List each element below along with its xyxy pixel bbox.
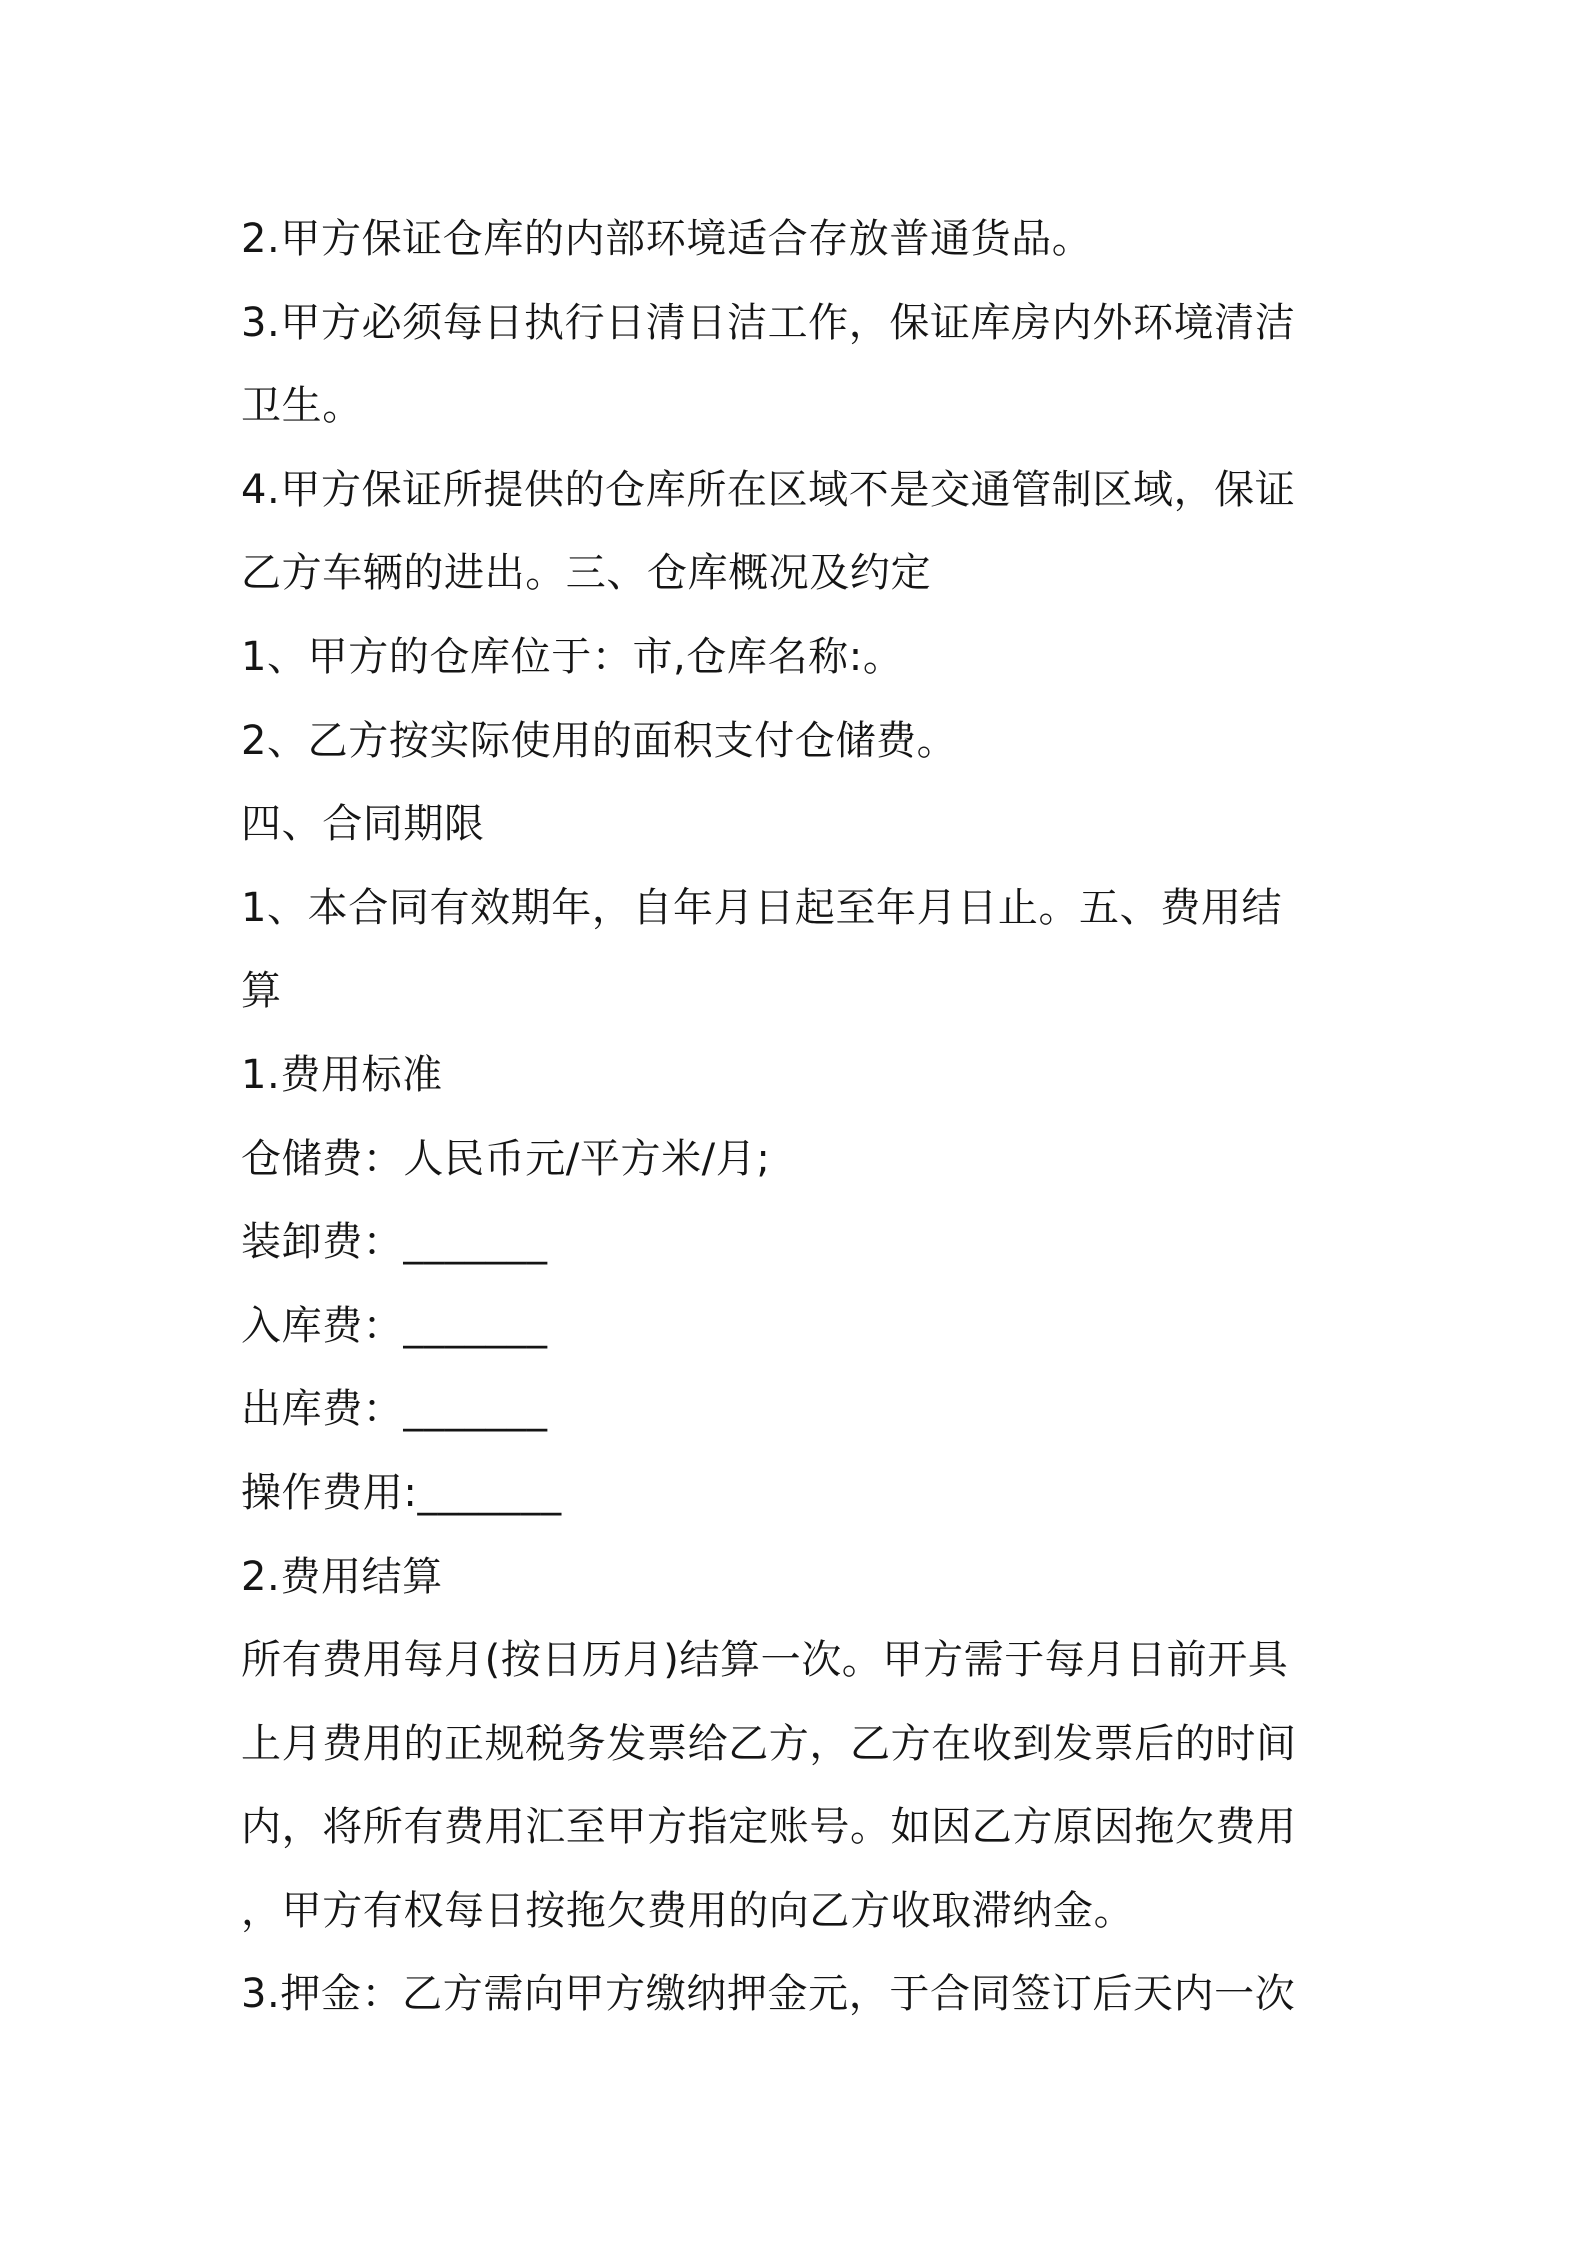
text-line: 1、甲方的仓库位于：市,仓库名称:。 — [241, 633, 904, 680]
text-line: 3.甲方必须每日执行日清日洁工作，保证库房内外环境清洁 — [241, 299, 1296, 346]
fee-line: 操作费用:_______ — [241, 1469, 562, 1516]
fee-line: 装卸费：_______ — [241, 1219, 548, 1266]
document-body — [241, 198, 1361, 2037]
text-line: 算 — [241, 968, 282, 1015]
text-line: 1、本合同有效期年，自年月日起至年月日止。五、费用结 — [241, 884, 1283, 931]
text-line: 乙方车辆的进出。三、仓库概况及约定 — [241, 550, 932, 597]
text-line: ，甲方有权每日按拖欠费用的向乙方收取滞纳金。 — [241, 1887, 1135, 1934]
text-line: 3.押金：乙方需向甲方缴纳押金元，于合同签订后天内一次 — [241, 1971, 1296, 2018]
subsection-heading: 2.费用结算 — [241, 1553, 443, 1600]
text-line: 所有费用每月(按日历月)结算一次。甲方需于每月日前开具 — [241, 1637, 1289, 1684]
subsection-heading: 1.费用标准 — [241, 1051, 443, 1098]
text-line: 4.甲方保证所提供的仓库所在区域不是交通管制区域，保证 — [241, 466, 1296, 513]
text-line: 2.甲方保证仓库的内部环境适合存放普通货品。 — [241, 216, 1093, 262]
text-line: 上月费用的正规税务发票给乙方，乙方在收到发票后的时间 — [241, 1720, 1297, 1767]
section-heading: 四、合同期限 — [241, 801, 485, 848]
fee-line: 出库费：_______ — [241, 1386, 548, 1433]
fee-line: 仓储费：人民币元/平方米/月; — [241, 1135, 771, 1182]
fee-line: 入库费：_______ — [241, 1302, 548, 1349]
text-line: 卫生。 — [241, 383, 363, 430]
text-line: 2、乙方按实际使用的面积支付仓储费。 — [241, 717, 958, 764]
text-line: 内，将所有费用汇至甲方指定账号。如因乙方原因拖欠费用 — [241, 1804, 1297, 1851]
